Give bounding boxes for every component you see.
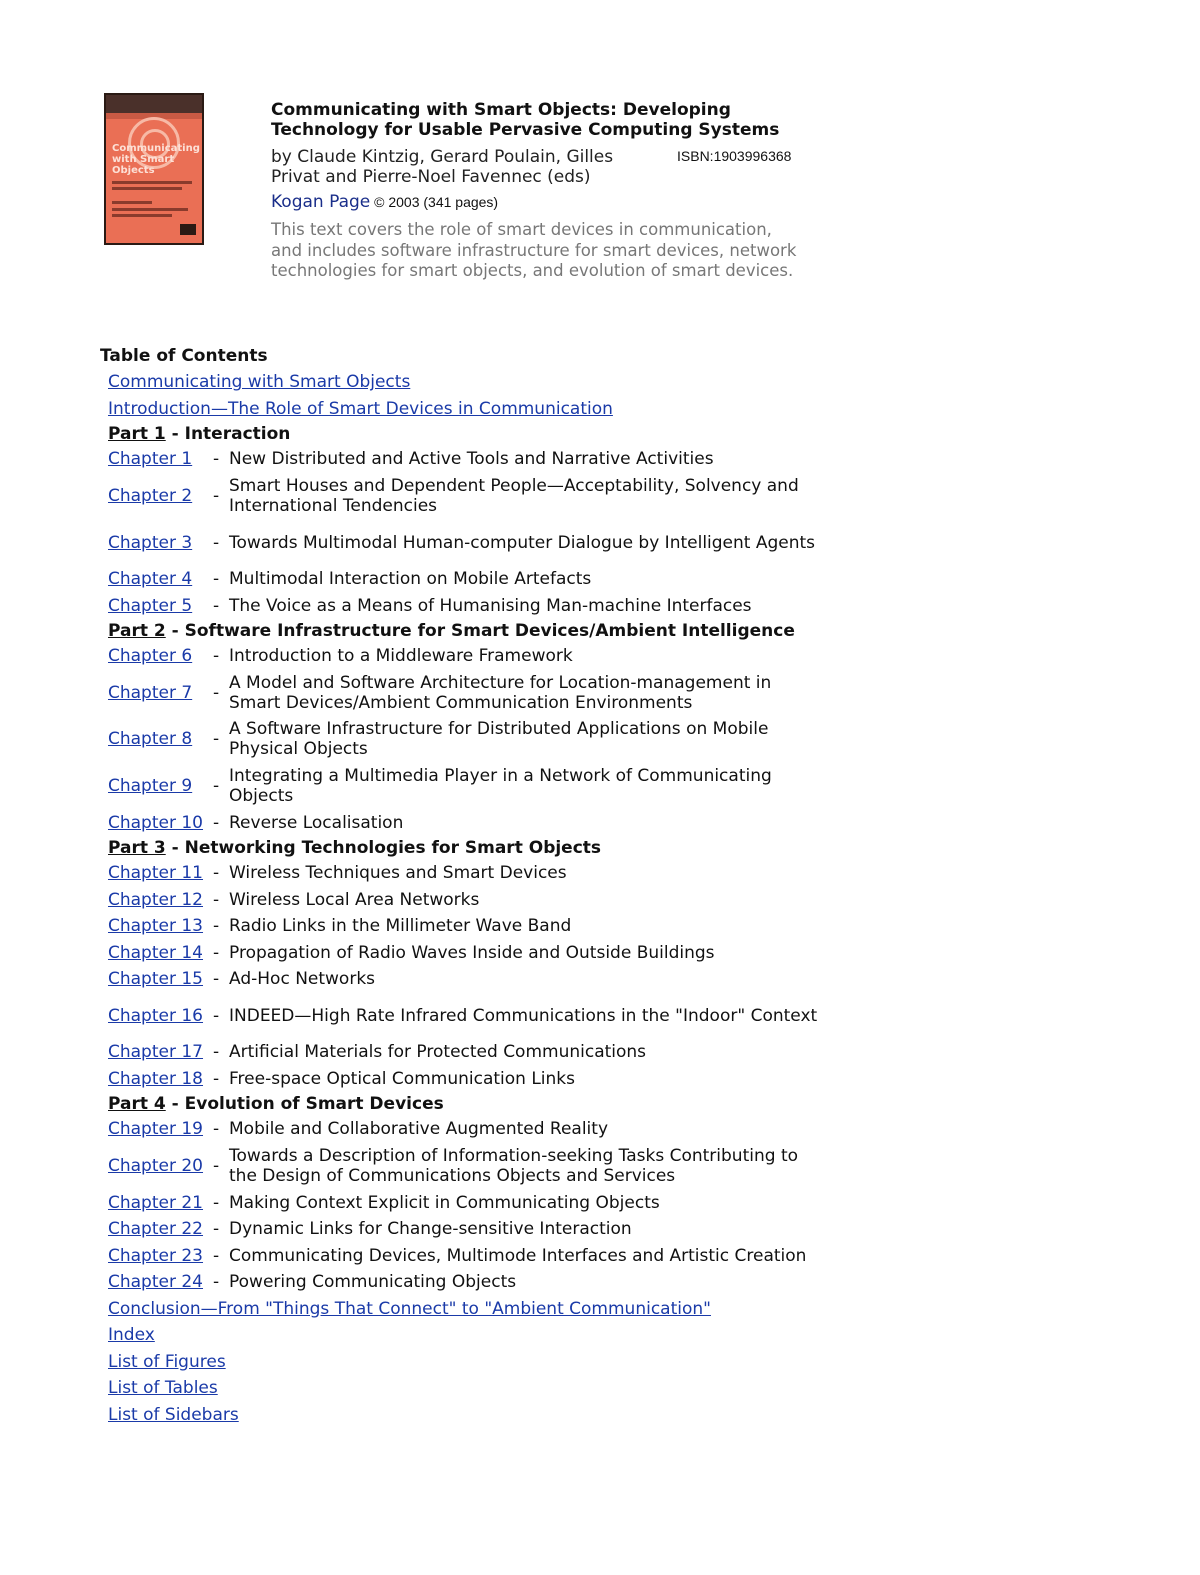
chapter-link-cell [108, 486, 213, 506]
toc-chapter-row [108, 1116, 828, 1143]
chapter-link-cell [108, 449, 213, 469]
toc-chapter-row [108, 473, 828, 520]
chapter-link-cell [108, 1006, 213, 1026]
chapter-link[interactable]: Chapter 6 [108, 646, 193, 667]
chapter-title: Towards Multimodal Human-computer Dialogue by Intelligent Agents [229, 532, 816, 553]
toc-chapter-row [108, 809, 828, 836]
part-label: Part 3 [108, 837, 166, 858]
chapter-link[interactable]: Chapter 20 [108, 1155, 204, 1176]
toc-front-link[interactable]: Communicating with Smart Objects [108, 372, 411, 393]
chapter-title: Powering Communicating Objects [229, 1272, 517, 1293]
toc-back-item [108, 1401, 828, 1428]
chapter-separator: - [213, 449, 220, 470]
toc-back-link[interactable]: Conclusion—From "Things That Connect" to "Ambient Communication" [108, 1298, 711, 1319]
chapter-title: Towards a Description of Information-seeking Tasks Contributing to the Design of Communications Objects and Services [229, 1145, 799, 1186]
toc-chapter-row [108, 763, 828, 810]
chapter-title: Artificial Materials for Protected Communications [229, 1042, 647, 1063]
chapter-separator: - [213, 1245, 220, 1266]
chapter-separator: - [213, 485, 220, 506]
chapter-separator: - [213, 532, 220, 553]
part-title: - Software Infrastructure for Smart Devices/Ambient Intelligence [165, 620, 795, 641]
chapter-separator: - [213, 1219, 220, 1240]
cover-author-line [112, 214, 172, 217]
cover-top-band [106, 95, 202, 113]
chapter-separator: - [213, 729, 220, 750]
chapter-link[interactable]: Chapter 8 [108, 729, 193, 750]
chapter-link[interactable]: Chapter 3 [108, 532, 193, 553]
part-label: Part 1 [108, 424, 166, 444]
toc-back-link[interactable]: Index [108, 1325, 155, 1346]
toc-chapter-row [108, 669, 828, 716]
toc-chapter-row [108, 566, 828, 593]
chapter-link-cell [108, 729, 213, 749]
chapter-link[interactable]: Chapter 4 [108, 569, 193, 590]
chapter-link-cell [108, 1272, 213, 1292]
chapter-link[interactable]: Chapter 11 [108, 863, 204, 884]
part-title: - Evolution of Smart Devices [165, 1094, 444, 1115]
chapter-title: Smart Houses and Dependent People—Acceptability, Solvency and International Tendencies [229, 475, 799, 516]
chapter-separator: - [213, 569, 220, 590]
chapter-title: A Model and Software Architecture for Location-management in Smart Devices/Ambient Communication Environments [229, 672, 772, 713]
toc-back-item [108, 1322, 828, 1349]
chapter-title: Radio Links in the Millimeter Wave Band [229, 916, 572, 937]
chapter-title: Propagation of Radio Waves Inside and Outside Buildings [229, 942, 715, 963]
toc-front-link[interactable]: Introduction—The Role of Smart Devices in Communication [108, 398, 613, 419]
toc-chapter-row [108, 592, 828, 619]
chapter-link[interactable]: Chapter 10 [108, 812, 204, 833]
book-title: Communicating with Smart Objects: Developing Technology for Usable Pervasive Computing Systems [271, 100, 780, 140]
chapter-separator: - [213, 969, 220, 990]
toc-chapter-row [108, 716, 828, 763]
cover-subtitle-line [112, 181, 192, 184]
book-isbn: ISBN:1903996368 [677, 148, 792, 164]
toc-chapter-row [108, 1269, 828, 1296]
cover-author-line [112, 208, 188, 211]
chapter-link-cell [108, 1246, 213, 1266]
chapter-link-cell [108, 1069, 213, 1089]
chapter-separator: - [213, 1272, 220, 1293]
chapter-title: Ad-Hoc Networks [229, 969, 376, 990]
chapter-link-cell [108, 776, 213, 796]
chapter-link[interactable]: Chapter 7 [108, 682, 193, 703]
chapter-title: Wireless Local Area Networks [229, 889, 480, 910]
toc-chapter-row [108, 1216, 828, 1243]
book-cover-image [104, 93, 204, 245]
toc-part-heading [108, 1092, 828, 1116]
chapter-title: Wireless Techniques and Smart Devices [229, 863, 567, 884]
chapter-link[interactable]: Chapter 13 [108, 916, 204, 937]
chapter-link-cell [108, 569, 213, 589]
toc-chapter-row [108, 966, 828, 993]
chapter-link-cell [108, 1042, 213, 1062]
chapter-separator: - [213, 1042, 220, 1063]
chapter-link[interactable]: Chapter 21 [108, 1192, 204, 1213]
toc-chapter-row [108, 1066, 828, 1093]
chapter-title: Dynamic Links for Change-sensitive Interaction [229, 1219, 632, 1240]
chapter-link-cell [108, 969, 213, 989]
chapter-link-cell [108, 943, 213, 963]
chapter-link[interactable]: Chapter 2 [108, 485, 193, 506]
chapter-link[interactable]: Chapter 18 [108, 1068, 204, 1089]
chapter-separator: - [213, 812, 220, 833]
chapter-title: INDEED—High Rate Infrared Communications in the "Indoor" Context [229, 1005, 818, 1026]
toc-front-item [108, 369, 828, 396]
toc-chapter-row [108, 446, 828, 473]
chapter-title: Introduction to a Middleware Framework [229, 646, 573, 667]
chapter-separator: - [213, 863, 220, 884]
chapter-link[interactable]: Chapter 14 [108, 942, 204, 963]
chapter-separator: - [213, 682, 220, 703]
chapter-link-cell [108, 596, 213, 616]
chapter-title: Free-space Optical Communication Links [229, 1068, 576, 1089]
toc-heading: Table of Contents [100, 346, 268, 366]
chapter-link-cell [108, 533, 213, 553]
chapter-title: The Voice as a Means of Humanising Man-machine Interfaces [229, 595, 752, 616]
toc-front-item [108, 396, 828, 423]
chapter-separator: - [213, 1155, 220, 1176]
toc-part-heading [108, 836, 828, 860]
chapter-separator: - [213, 595, 220, 616]
chapter-link[interactable]: Chapter 19 [108, 1119, 204, 1140]
chapter-title: Communicating Devices, Multimode Interfaces and Artistic Creation [229, 1245, 807, 1266]
toc-part-heading [108, 619, 828, 643]
part-title: - Interaction [165, 424, 291, 444]
chapter-title: Mobile and Collaborative Augmented Reality [229, 1119, 609, 1140]
chapter-link-cell [108, 863, 213, 883]
toc-back-item [108, 1348, 828, 1375]
publisher-name: Kogan Page [271, 192, 371, 212]
toc-chapter-row [108, 1189, 828, 1216]
copyright-pages: © 2003 (341 pages) [370, 194, 499, 210]
chapter-separator: - [213, 1119, 220, 1140]
chapter-link[interactable]: Chapter 16 [108, 1005, 204, 1026]
chapter-title: New Distributed and Active Tools and Narrative Activities [229, 449, 714, 470]
chapter-link[interactable]: Chapter 24 [108, 1272, 204, 1293]
cover-subtitle-line [112, 187, 182, 190]
chapter-title: Multimodal Interaction on Mobile Artefacts [229, 569, 592, 590]
book-description: This text covers the role of smart devices in communication, and includes software infrastructure for smart devices, network technologies for smart objects, and evolution of smart devices. [271, 220, 797, 280]
chapter-link-cell [108, 1193, 213, 1213]
chapter-link-cell [108, 683, 213, 703]
chapter-link[interactable]: Chapter 17 [108, 1042, 204, 1063]
toc-back-item [108, 1375, 828, 1402]
chapter-link[interactable]: Chapter 9 [108, 776, 193, 797]
toc-back-item [108, 1295, 828, 1322]
chapter-link-cell [108, 916, 213, 936]
toc-chapter-row [108, 913, 828, 940]
chapter-link-cell [108, 813, 213, 833]
toc-chapter-row [108, 939, 828, 966]
toc-chapter-row [108, 860, 828, 887]
chapter-link[interactable]: Chapter 1 [108, 449, 193, 470]
publication-info [271, 192, 498, 212]
chapter-link-cell [108, 1156, 213, 1176]
toc-chapter-row [108, 1039, 828, 1066]
chapter-link-cell [108, 1119, 213, 1139]
publisher-logo-icon [180, 224, 196, 235]
chapter-link[interactable]: Chapter 15 [108, 969, 204, 990]
toc-back-link[interactable]: List of Figures [108, 1351, 226, 1372]
table-of-contents [108, 369, 828, 1428]
toc-chapter-row [108, 1242, 828, 1269]
chapter-link[interactable]: Chapter 12 [108, 889, 204, 910]
book-authors: by Claude Kintzig, Gerard Poulain, Gilles Privat and Pierre-Noel Favennec (eds) [271, 147, 614, 187]
chapter-title: A Software Infrastructure for Distributed Applications on Mobile Physical Objects [229, 719, 769, 760]
chapter-link[interactable]: Chapter 22 [108, 1219, 204, 1240]
chapter-separator: - [213, 942, 220, 963]
toc-chapter-row [108, 992, 828, 1039]
toc-chapter-row [108, 886, 828, 913]
chapter-title: Making Context Explicit in Communicating Objects [229, 1192, 660, 1213]
chapter-separator: - [213, 1005, 220, 1026]
chapter-separator: - [213, 889, 220, 910]
chapter-link-cell [108, 646, 213, 666]
cover-author-line [112, 201, 152, 204]
toc-part-heading [108, 422, 828, 446]
chapter-title: Integrating a Multimedia Player in a Network of Communicating Objects [229, 766, 772, 807]
cover-title-art: Communicating with Smart Objects [112, 143, 200, 176]
toc-back-link[interactable]: List of Sidebars [108, 1404, 239, 1425]
part-label: Part 4 [108, 1094, 166, 1115]
chapter-separator: - [213, 1192, 220, 1213]
toc-chapter-row [108, 643, 828, 670]
chapter-title: Reverse Localisation [229, 812, 404, 833]
chapter-link[interactable]: Chapter 5 [108, 595, 193, 616]
part-title: - Networking Technologies for Smart Objects [165, 837, 602, 858]
toc-back-link[interactable]: List of Tables [108, 1378, 218, 1399]
chapter-link[interactable]: Chapter 23 [108, 1245, 204, 1266]
toc-chapter-row [108, 519, 828, 566]
toc-chapter-row [108, 1143, 828, 1190]
chapter-link-cell [108, 1219, 213, 1239]
chapter-separator: - [213, 1068, 220, 1089]
chapter-separator: - [213, 916, 220, 937]
part-label: Part 2 [108, 620, 166, 641]
chapter-separator: - [213, 646, 220, 667]
chapter-separator: - [213, 776, 220, 797]
chapter-link-cell [108, 890, 213, 910]
